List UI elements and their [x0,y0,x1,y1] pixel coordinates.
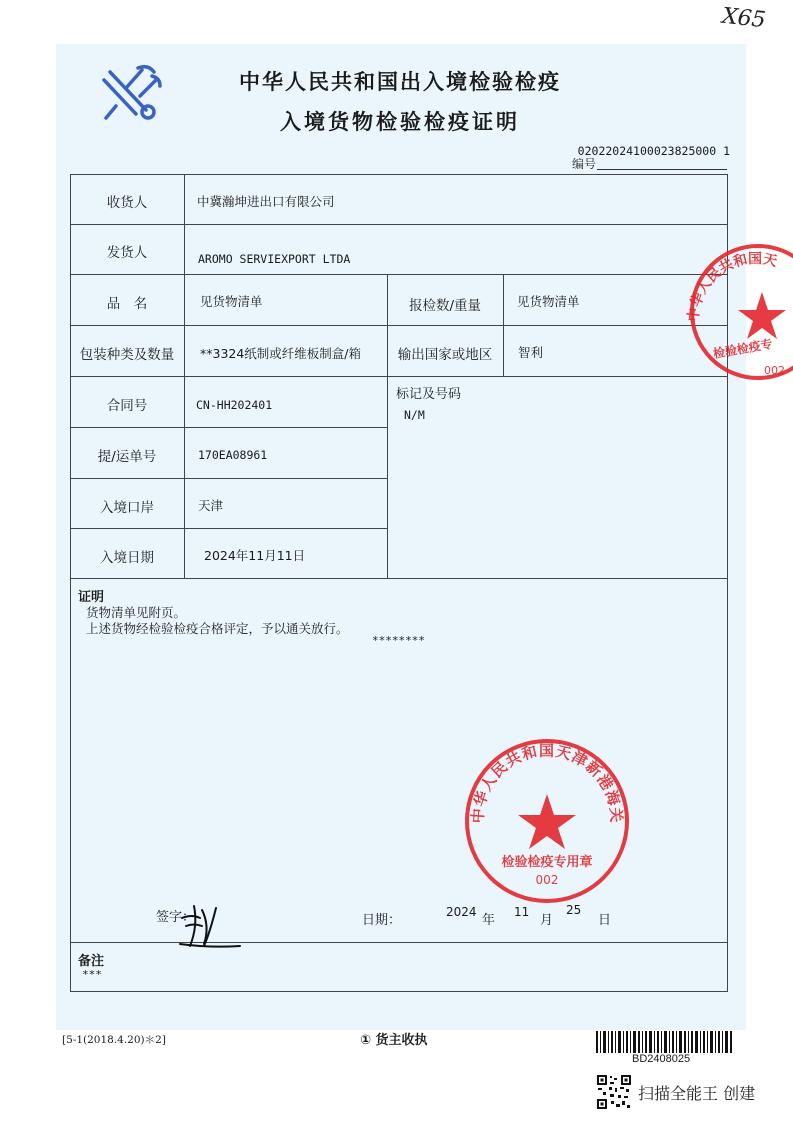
consignee-value: 中冀瀚坤进出口有限公司 [197,194,335,209]
bl-value: 170EA08961 [198,448,268,462]
certification-line-1: 货物清单见附页。 [86,605,187,620]
packing-value: **3324纸制或纤维板制盒/箱 [200,346,362,361]
row-divider [70,427,387,428]
col-divider [387,274,388,578]
contract-value: CN-HH202401 [196,398,273,412]
row-divider [70,942,728,943]
serial-label: 编号 [572,157,597,171]
date-month: 11 [514,905,530,919]
certification-title: 证明 [78,590,105,605]
goods-value: 见货物清单 [200,294,263,309]
seal-ring-text: 中华人民共和国天津新港海关 [468,741,626,824]
col-divider [503,274,504,376]
date-year: 2024 [446,905,477,919]
side-seal-number: 002 [764,364,785,377]
row-divider [70,578,728,579]
remarks-value: *** [82,968,102,981]
scanner-watermark: 扫描全能王 创建 [638,1084,756,1103]
consignor-value: AROMO SERVIEXPORT LTDA [198,252,351,266]
side-seal-bottom-text: 检验检疫专 [712,336,774,361]
handwritten-signature [176,900,242,954]
quantity-label: 报检数/重量 [408,298,482,314]
port-value: 天津 [198,498,224,513]
row-divider [70,325,728,326]
row-divider [70,528,387,529]
qr-code-icon [596,1074,632,1110]
entry-date-label: 入境日期 [100,550,154,566]
barcode-icon [596,1031,732,1053]
signature-label: 签字： [156,910,196,925]
side-seal-stamp [680,240,793,380]
marks-value: N/M [404,408,425,422]
quantity-value: 见货物清单 [517,294,580,309]
barcode-number: BD2408025 [632,1053,691,1065]
certification-stars: ******** [372,634,425,647]
contract-label: 合同号 [106,398,148,414]
date-label: 日期： [362,913,402,928]
row-divider [70,478,387,479]
title-document: 入境货物检验检疫证明 [280,110,520,134]
col-divider [184,174,185,578]
goods-label: 品 名 [106,296,148,312]
certification-line-2: 上述货物经检验检疫合格评定，予以通关放行。 [86,621,349,636]
handwritten-note: X65 [720,3,767,34]
bl-label: 提/运单号 [97,449,157,465]
packing-label: 包装种类及数量 [79,347,175,363]
date-year-unit: 年 [482,913,496,928]
remarks-title: 备注 [78,954,105,969]
side-seal-star-icon [738,292,786,339]
origin-label: 输出国家或地区 [397,347,493,363]
port-label: 入境口岸 [100,500,154,516]
entry-date-value: 2024年11月11日 [204,548,306,563]
official-seal-stamp [462,736,632,906]
date-month-unit: 月 [540,913,554,928]
seal-number: 002 [535,873,559,887]
row-divider [70,224,728,225]
seal-star-icon [518,794,576,849]
consignor-label: 发货人 [106,245,148,261]
ciq-emblem-icon [96,62,168,126]
form-code: [5-1(2018.4.20)＊2] [62,1034,166,1046]
marks-label: 标记及号码 [396,387,462,402]
copy-note: ① 货主收执 [360,1033,428,1048]
date-day: 25 [566,903,582,917]
row-divider [70,376,728,377]
consignee-label: 收货人 [106,195,148,211]
side-seal-ring-text: 中华人民共和国天 [685,251,779,323]
serial-underline [597,169,727,170]
seal-bottom-text: 检验检疫专用章 [501,855,593,870]
serial-number: 02022024100023825000 1 [577,144,730,158]
title-authority: 中华人民共和国出入境检验检疫 [239,70,561,94]
origin-value: 智利 [518,345,544,360]
date-day-unit: 日 [598,913,612,928]
row-divider [70,274,728,275]
